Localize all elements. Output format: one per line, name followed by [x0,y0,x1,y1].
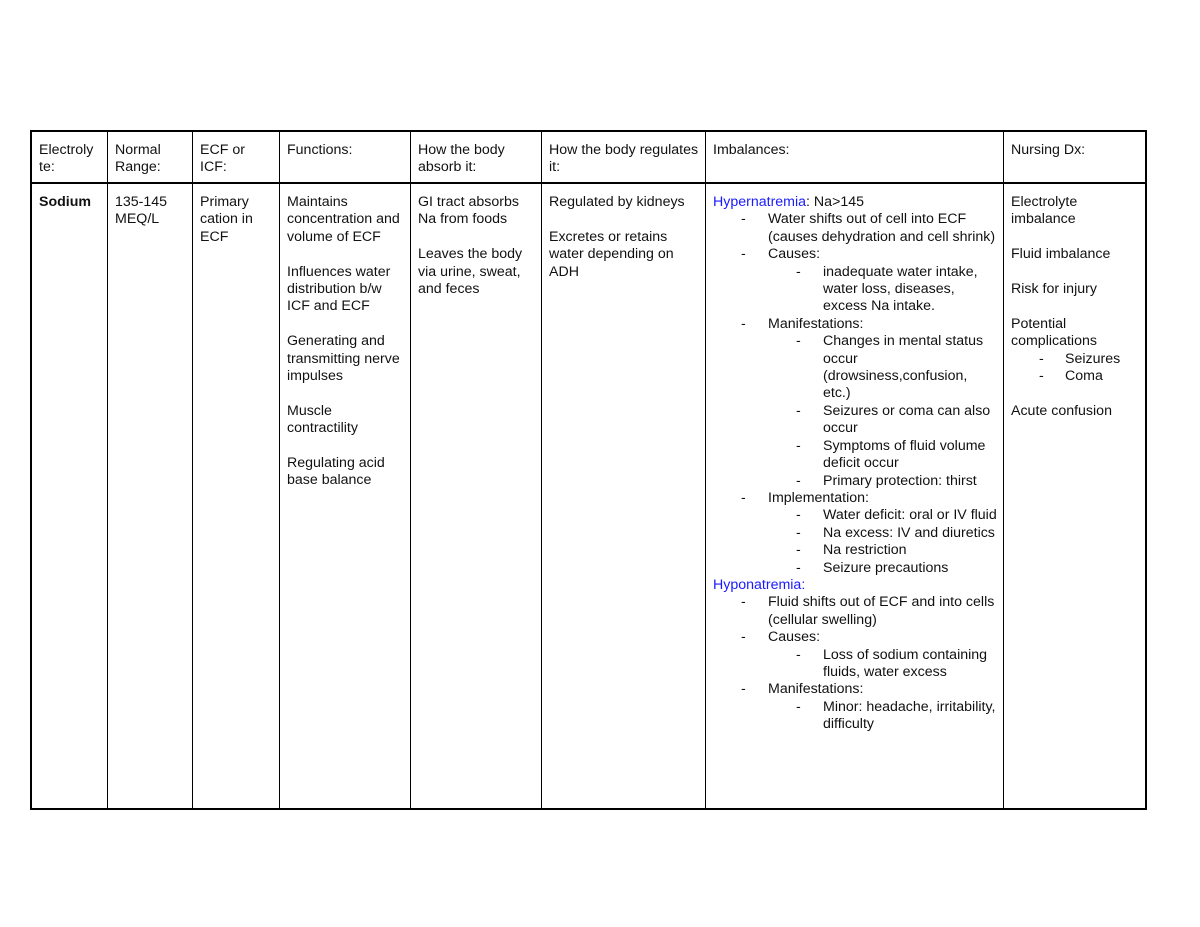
header-electrolyte: Electroly te: [32,132,108,184]
normal-range-value: 135-145 MEQ/L [115,194,168,228]
list-item [713,246,997,316]
cell-nursing-dx [1004,184,1145,808]
cell-normal-range [108,184,193,808]
hypernatremia-manifestations-label: Manifestations: [768,315,864,332]
regulates-item: Regulated by kidneys [549,194,685,210]
header-absorb: How the body absorb it: [411,132,542,184]
nursing-dx-item: Risk for injury [1011,281,1097,297]
list-item: - Coma [1011,368,1139,385]
header-ecf-icf: ECF or ICF: [193,132,280,184]
absorb-item: Leaves the body via urine, sweat, and feces [418,246,523,298]
electrolyte-table [30,130,1147,810]
function-item: Muscle contractility [287,402,358,437]
list-item [713,211,997,246]
cell-functions [280,184,411,808]
list-item: - Na excess: IV and diuretics [768,525,997,542]
hyponatremia-manifestations [768,699,997,734]
list-item [713,681,997,733]
function-item: Influences water distribution b/w ICF and ECF [287,263,391,315]
hyponatremia-heading [713,577,997,594]
list-item: - Loss of sodium containing fluids, water excess [768,647,997,682]
regulates-item: Excretes or retains water depending on ADH [549,228,674,280]
hyponatremia-title: Hyponatremia [713,576,802,593]
ecf-icf-value: Primary cation in ECF [200,194,253,245]
function-item: Maintains concentration and volume of ECF [287,194,400,245]
cell-electrolyte [32,184,108,808]
header-nursing-dx: Nursing Dx: [1004,132,1145,184]
hyponatremia-causes-label: Causes: [768,629,821,646]
hypernatremia-manifestations [768,333,997,490]
hypernatremia-list [713,211,997,577]
hypernatremia-title: Hypernatremia [713,194,807,210]
function-item: Regulating acid base balance [287,455,385,489]
hypernatremia-causes [768,264,997,316]
list-item: - Na restriction [768,542,997,559]
cell-imbalances [706,184,1004,808]
hypernatremia-implementation-label: Implementation: [768,489,869,506]
nursing-dx-item: Electrolyte imbalance [1011,194,1078,228]
list-item: - Seizure precautions [768,560,997,577]
hypernatremia-implementation [768,507,997,577]
header-imbalances: Imbalances: [706,132,1004,184]
nursing-dx-item: Acute confusion [1011,402,1112,419]
list-item [713,594,997,629]
hypernatremia-heading [713,194,997,211]
electrolyte-name: Sodium [39,194,92,210]
hypernatremia-shift: Water shifts out of cell into ECF (causes dehydration and cell shrink) [768,211,996,245]
nursing-dx-item: Fluid imbalance [1011,246,1111,263]
list-item: - Water deficit: oral or IV fluid [768,507,997,524]
hyponatremia-causes [768,647,997,682]
hyponatremia-value: : [801,576,806,593]
list-item: - Primary protection: thirst [768,473,997,490]
hyponatremia-shift: Fluid shifts out of ECF and into cells (cellular swelling) [768,594,995,628]
list-item [713,490,997,577]
cell-regulates [542,184,706,808]
header-normal-range: Normal Range: [108,132,193,184]
hyponatremia-list [713,594,997,733]
hyponatremia-manifestations-label: Manifestations: [768,681,864,698]
function-item: Generating and transmitting nerve impulses [287,333,400,385]
list-item: - Seizures [1011,351,1139,368]
cell-ecf-icf [193,184,280,808]
absorb-item: GI tract absorbs Na from foods [418,194,519,228]
header-functions: Functions: [280,132,411,184]
list-item: - inadequate water intake, water loss, diseases, excess Na intake. [768,264,997,316]
hypernatremia-value: : Na>145 [806,194,865,210]
list-item [713,316,997,490]
list-item: - Seizures or coma can also occur [768,403,997,438]
nursing-dx-potential: Potential complications [1011,315,1097,350]
cell-absorb [411,184,542,808]
list-item [713,629,997,681]
list-item: - Changes in mental status occur (drowsiness,confusion, etc.) [768,333,997,403]
nursing-dx-complications [1011,351,1139,386]
list-item: - Minor: headache, irritability, difficulty [768,699,997,734]
hypernatremia-causes-label: Causes: [768,246,821,263]
header-regulates: How the body regulates it: [542,132,706,184]
list-item: - Symptoms of fluid volume deficit occur [768,438,997,473]
